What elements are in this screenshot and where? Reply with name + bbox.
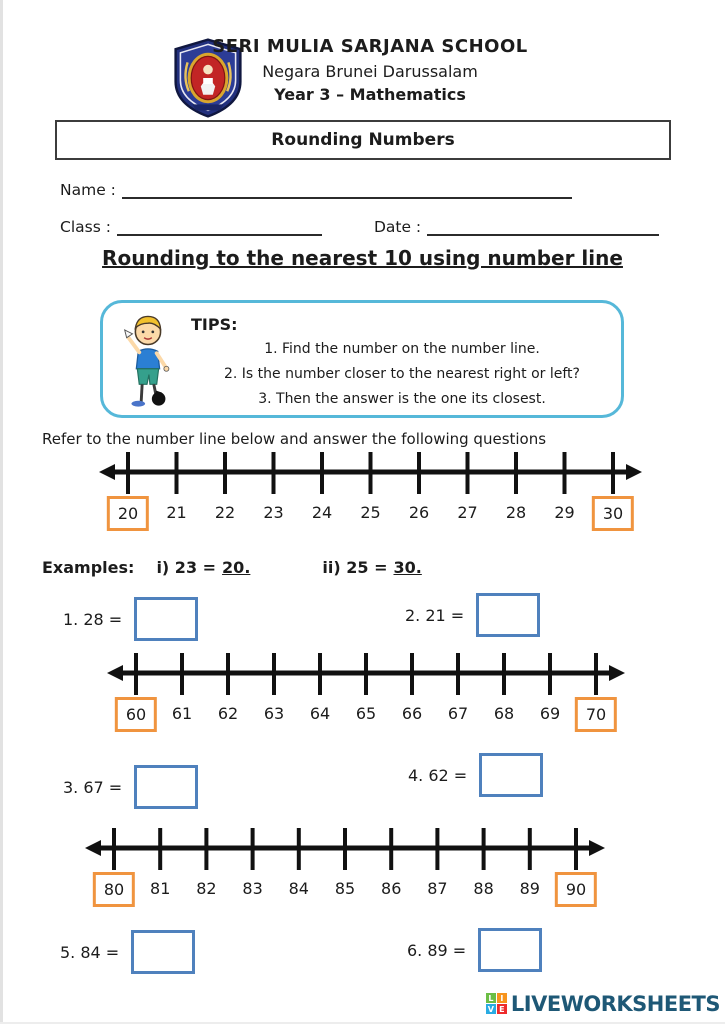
- numberline-label: 21: [166, 503, 187, 522]
- numberline-label: 89: [519, 879, 540, 898]
- numberline-label: 68: [493, 704, 515, 723]
- question-4: [408, 750, 543, 800]
- numberline-label: 87: [427, 879, 448, 898]
- class-date-row: [60, 217, 659, 236]
- numberline-label: 82: [196, 879, 217, 898]
- question-5: [60, 927, 195, 977]
- tips-item-3: 3. Then the answer is the one its closest.: [258, 391, 546, 407]
- cartoon-boy-icon: [115, 309, 179, 413]
- numberline-label: 28: [505, 503, 527, 522]
- tips-item-1: 1. Find the number on the number line.: [264, 341, 540, 357]
- name-label: Name :: [60, 181, 116, 199]
- question-6: [407, 925, 542, 975]
- numberline-label: 62: [217, 704, 239, 723]
- example-1: [156, 558, 250, 577]
- numberline-label: 64: [309, 704, 331, 723]
- logo-letter-v: V: [487, 1004, 494, 1014]
- numberline-label: 86: [381, 879, 402, 898]
- question-2: [405, 590, 540, 640]
- question-3: [63, 762, 198, 812]
- tips-box: [100, 300, 624, 418]
- numberline-endpoint-label: 90: [555, 872, 597, 907]
- school-name: SERI MULIA SARJANA SCHOOL: [212, 36, 528, 57]
- tips-content: [191, 303, 621, 412]
- question-3-answer-box[interactable]: [134, 765, 198, 809]
- question-2-label: 2. 21 =: [405, 605, 465, 625]
- numberline-endpoint-label: 30: [592, 496, 634, 531]
- liveworksheets-logo-grid: [486, 993, 508, 1015]
- example-2-prefix: ii) 25 =: [322, 558, 388, 577]
- numberline-label: 85: [334, 879, 356, 898]
- question-1: [63, 594, 198, 644]
- school-country: Negara Brunei Darussalam: [262, 62, 478, 81]
- date-label: Date :: [373, 218, 422, 236]
- instruction-text: Refer to the number line below and answer the following questions: [42, 430, 547, 448]
- question-3-label: 3. 67 =: [63, 777, 123, 797]
- tips-list: [191, 337, 613, 412]
- numberline-label: 26: [408, 503, 430, 522]
- numberline-label: 66: [401, 704, 423, 723]
- numberline-label: 25: [360, 503, 381, 522]
- numberline-label: 67: [447, 704, 469, 723]
- numberline-label: 65: [355, 704, 377, 723]
- numberline-label: 84: [288, 879, 309, 898]
- tips-item-2: 2. Is the number closer to the nearest right or left?: [224, 366, 580, 382]
- number-line-20-30: [98, 450, 643, 550]
- question-1-answer-box[interactable]: [134, 597, 198, 641]
- numberline-label: 63: [263, 704, 285, 723]
- question-4-answer-box[interactable]: [479, 753, 543, 797]
- numberline-endpoint-label: 60: [115, 697, 157, 732]
- numberline-label: 23: [263, 503, 284, 522]
- number-line-graphic: [106, 651, 626, 697]
- section-title: Rounding to the nearest 10 using number line: [102, 246, 623, 270]
- class-label: Class :: [60, 218, 111, 236]
- example-2-answer: 30.: [393, 558, 422, 577]
- worksheet-title: Rounding Numbers: [271, 130, 455, 150]
- question-4-label: 4. 62 =: [408, 765, 468, 785]
- logo-letter-e: E: [497, 1004, 507, 1014]
- date-write-line: [427, 217, 659, 236]
- question-2-answer-box[interactable]: [476, 593, 540, 637]
- logo-letter-i: I: [497, 993, 507, 1003]
- number-line-graphic: [98, 450, 643, 496]
- worksheet-title-banner: [55, 120, 671, 160]
- numberline-label: 27: [457, 503, 478, 522]
- numberline-endpoint-label: 80: [93, 872, 135, 907]
- numberline-label: 88: [473, 879, 494, 898]
- tips-heading: TIPS:: [191, 315, 238, 334]
- header: [150, 36, 590, 104]
- number-line-80-90: [84, 826, 606, 926]
- example-2: [322, 558, 421, 577]
- logo-letter-l: L: [486, 993, 496, 1003]
- question-6-answer-box[interactable]: [478, 928, 542, 972]
- name-row: [60, 180, 572, 199]
- number-line-graphic: [84, 826, 606, 872]
- year-subject: Year 3 – Mathematics: [274, 85, 466, 104]
- numberline-endpoint-label: 70: [575, 697, 617, 732]
- numberline-label: 83: [242, 879, 263, 898]
- question-5-label: 5. 84 =: [60, 942, 120, 962]
- numberline-endpoint-label: 20: [107, 496, 149, 531]
- question-1-label: 1. 28 =: [63, 609, 123, 629]
- liveworksheets-wordmark: LIVEWORKSHEETS: [510, 992, 720, 1016]
- class-write-line: [117, 217, 322, 236]
- examples-row: [42, 558, 422, 577]
- liveworksheets-footer: [486, 992, 720, 1016]
- example-1-prefix: i) 23 =: [156, 558, 217, 577]
- number-line-60-70: [106, 651, 626, 751]
- name-write-line: [122, 180, 572, 199]
- question-5-answer-box[interactable]: [131, 930, 195, 974]
- examples-label: Examples:: [42, 558, 135, 577]
- numberline-label: 22: [214, 503, 236, 522]
- numberline-label: 69: [539, 704, 561, 723]
- example-1-answer: 20.: [222, 558, 251, 577]
- numberline-label: 29: [554, 503, 575, 522]
- numberline-label: 61: [171, 704, 193, 723]
- question-6-label: 6. 89 =: [407, 940, 467, 960]
- numberline-label: 24: [311, 503, 333, 522]
- numberline-label: 81: [150, 879, 171, 898]
